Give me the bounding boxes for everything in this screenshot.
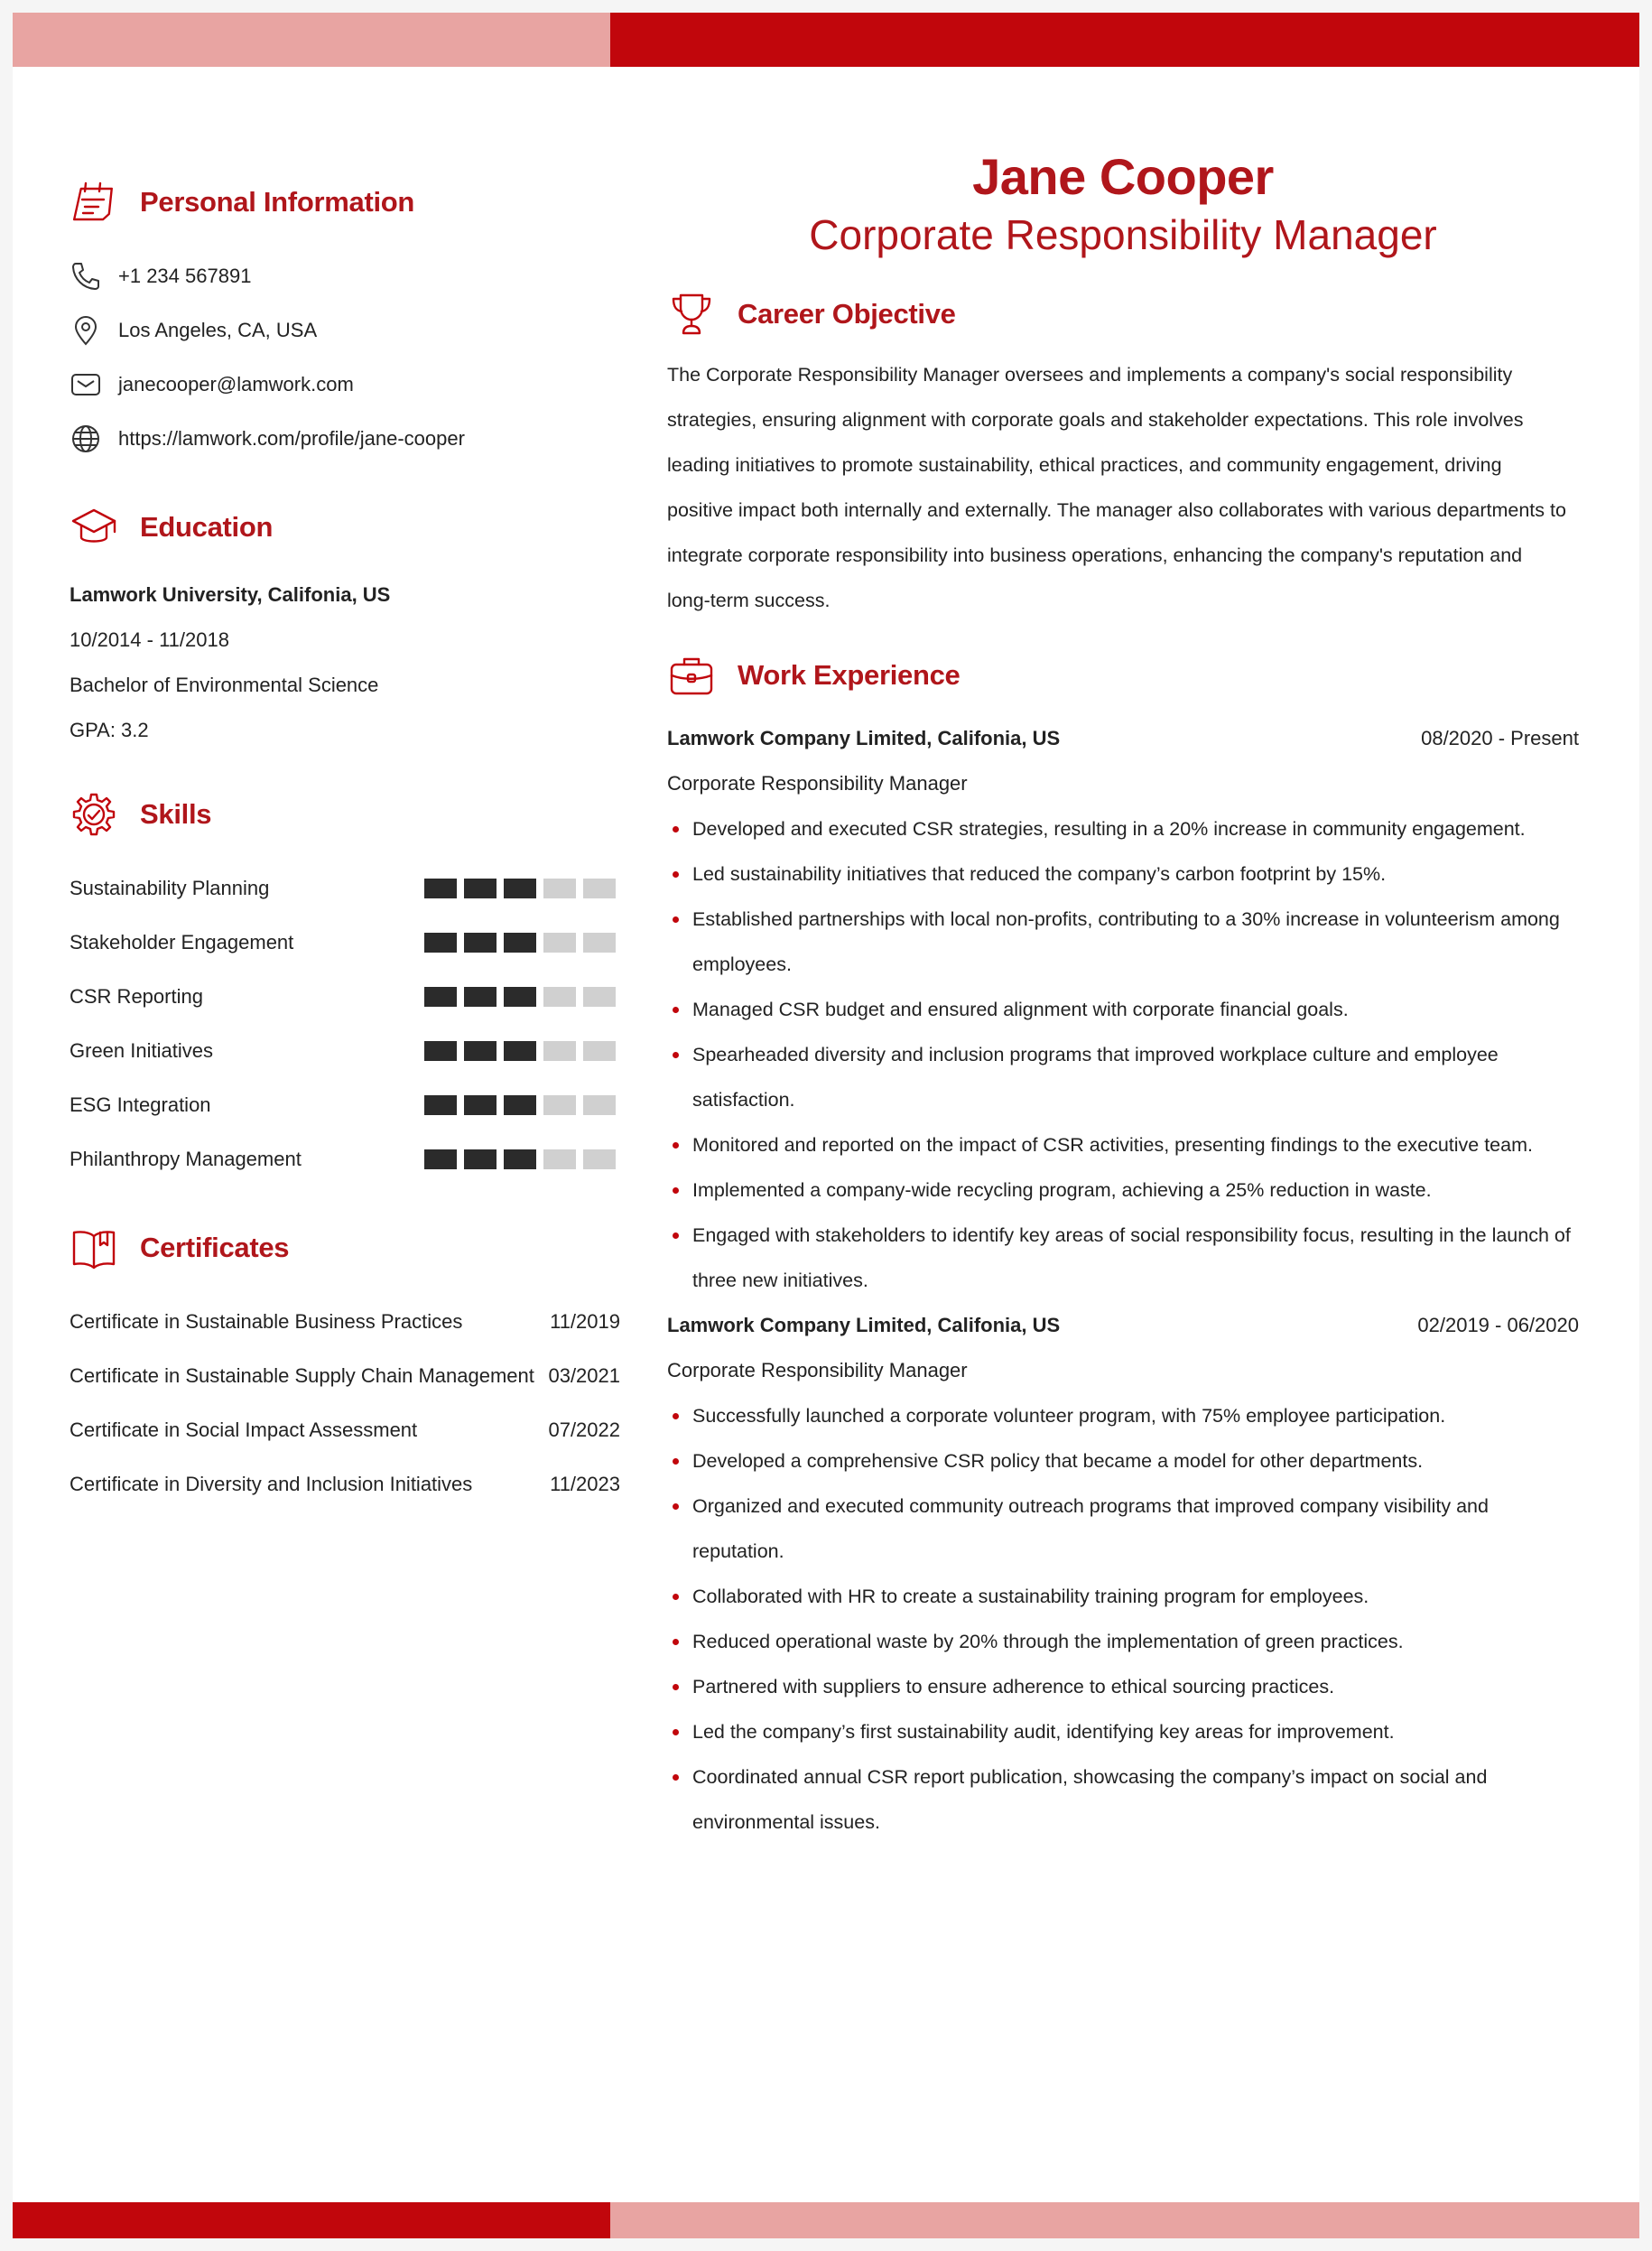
- job-bullet: Established partnerships with local non-profits, contributing to a 30% increase in volunteerism among employees.: [667, 897, 1579, 987]
- trophy-icon: [667, 290, 716, 339]
- skill-level-empty: [543, 1041, 576, 1061]
- job-bullet: Developed and executed CSR strategies, resulting in a 20% increase in community engagement.: [667, 806, 1579, 851]
- email-text: janecooper@lamwork.com: [118, 373, 354, 395]
- skill-level-empty: [583, 1041, 616, 1061]
- job-role: Corporate Responsibility Manager: [667, 772, 968, 795]
- certificate-row: [70, 1403, 620, 1457]
- jobs-list: [667, 716, 1579, 1845]
- skill-name: CSR Reporting: [70, 985, 203, 1008]
- skill-level-meter: [424, 1041, 616, 1061]
- skill-level-filled: [424, 933, 457, 953]
- skill-level-filled: [424, 879, 457, 898]
- job-bullets: [667, 1393, 1579, 1845]
- bottom-bar-dark: [13, 2202, 610, 2238]
- skill-level-empty: [543, 879, 576, 898]
- skill-level-empty: [543, 987, 576, 1007]
- website-row: [70, 412, 620, 466]
- skill-level-filled: [424, 1149, 457, 1169]
- candidate-name: Jane Cooper: [972, 148, 1274, 205]
- top-bar-light: [13, 13, 610, 67]
- section-title: Work Experience: [738, 659, 961, 691]
- skill-level-empty: [583, 1149, 616, 1169]
- skill-level-filled: [464, 1041, 497, 1061]
- job-bullet: Partnered with suppliers to ensure adherence to ethical sourcing practices.: [667, 1664, 1579, 1709]
- email-row: [70, 358, 620, 412]
- job-role: Corporate Responsibility Manager: [667, 1359, 968, 1381]
- certificate-date: 11/2023: [550, 1473, 620, 1495]
- job-entry: [667, 716, 1579, 1303]
- skill-name: Sustainability Planning: [70, 877, 270, 899]
- phone-text: +1 234 567891: [118, 265, 252, 287]
- location-pin-icon: [70, 314, 102, 347]
- globe-icon: [70, 423, 102, 455]
- skill-name: Stakeholder Engagement: [70, 931, 294, 953]
- job-dates: 02/2019 - 06/2020: [1417, 1314, 1579, 1336]
- objective-heading: [667, 287, 1579, 341]
- graduation-cap-icon: [70, 503, 118, 552]
- job-company: Lamwork Company Limited, Califonia, US: [667, 727, 1061, 749]
- job-bullet: Led the company’s first sustainability audit, identifying key areas for improvement.: [667, 1709, 1579, 1754]
- skill-level-empty: [543, 1149, 576, 1169]
- certificate-name: Certificate in Sustainable Supply Chain Management: [70, 1364, 534, 1387]
- phone-row: [70, 249, 620, 303]
- education-degree: Bachelor of Environmental Science: [70, 674, 379, 696]
- skill-name: Philanthropy Management: [70, 1148, 302, 1170]
- skill-level-filled: [504, 987, 536, 1007]
- section-title: Personal Information: [140, 186, 415, 218]
- job-bullet: Collaborated with HR to create a sustainability training program for employees.: [667, 1574, 1579, 1619]
- certificate-name: Certificate in Social Impact Assessment: [70, 1419, 418, 1441]
- objective-text: The Corporate Responsibility Manager oversees and implements a company's social responsibility strategies, ensuring alignment with corporate goals and stakeholder expectations. This role involves leading initiatives to promote sustainability, ethical practices, and community engagement, driving positive impact both internally and externally. The manager also collaborates with various departments to integrate corporate responsibility into business operations, enhancing the company's reputation and long-term success.: [667, 364, 1566, 611]
- skill-level-filled: [464, 933, 497, 953]
- skill-level-filled: [504, 933, 536, 953]
- job-bullet: Implemented a company-wide recycling program, achieving a 25% reduction in waste.: [667, 1167, 1579, 1213]
- skill-name: Green Initiatives: [70, 1039, 213, 1062]
- website-text: https://lamwork.com/profile/jane-cooper: [118, 427, 465, 450]
- job-bullet: Developed a comprehensive CSR policy that became a model for other departments.: [667, 1438, 1579, 1484]
- job-bullet: Spearheaded diversity and inclusion programs that improved workplace culture and employee satisfaction.: [667, 1032, 1579, 1122]
- job-header: [667, 1303, 1579, 1348]
- certificate-row: [70, 1295, 620, 1349]
- job-bullet: Reduced operational waste by 20% through the implementation of green practices.: [667, 1619, 1579, 1664]
- certificate-name: Certificate in Diversity and Inclusion Initiatives: [70, 1473, 473, 1495]
- job-bullet: Engaged with stakeholders to identify key areas of social responsibility focus, resulting in the launch of three new initiatives.: [667, 1213, 1579, 1303]
- education-heading: [70, 500, 620, 554]
- skill-level-filled: [424, 987, 457, 1007]
- job-bullets: [667, 806, 1579, 1303]
- education-gpa: GPA: 3.2: [70, 719, 149, 741]
- resume-page: [13, 13, 1639, 2238]
- certificate-name: Certificate in Sustainable Business Practices: [70, 1310, 463, 1333]
- skill-level-meter: [424, 879, 616, 898]
- section-title: Education: [140, 511, 274, 543]
- certificate-row: [70, 1457, 620, 1512]
- job-bullet: Monitored and reported on the impact of CSR activities, presenting findings to the executive team.: [667, 1122, 1579, 1167]
- skill-level-filled: [424, 1095, 457, 1115]
- skill-level-meter: [424, 987, 616, 1007]
- briefcase-icon: [667, 651, 716, 700]
- personal-info-heading: [70, 175, 620, 229]
- skill-level-meter: [424, 1095, 616, 1115]
- experience-heading: [667, 648, 1579, 702]
- bottom-bar-light: [610, 2202, 1639, 2238]
- skill-row: [70, 1024, 616, 1078]
- phone-icon: [70, 260, 102, 293]
- job-company: Lamwork Company Limited, Califonia, US: [667, 1314, 1061, 1336]
- skill-level-empty: [583, 879, 616, 898]
- job-bullet: Successfully launched a corporate volunteer program, with 75% employee participation.: [667, 1393, 1579, 1438]
- certificate-date: 11/2019: [550, 1310, 620, 1333]
- skill-level-filled: [464, 1095, 497, 1115]
- gear-icon: [70, 790, 118, 839]
- location-row: [70, 303, 620, 358]
- section-title: Certificates: [140, 1232, 290, 1263]
- mail-icon: [70, 368, 102, 401]
- skill-row: [70, 1078, 616, 1132]
- right-column: [667, 148, 1579, 1845]
- certificates-heading: [70, 1221, 620, 1275]
- education-dates: 10/2014 - 11/2018: [70, 628, 229, 651]
- job-bullet: Led sustainability initiatives that reduced the company’s carbon footprint by 15%.: [667, 851, 1579, 897]
- job-bullet: Coordinated annual CSR report publication, showcasing the company’s impact on social and environmental issues.: [667, 1754, 1579, 1845]
- skill-level-filled: [504, 879, 536, 898]
- skill-level-filled: [424, 1041, 457, 1061]
- job-dates: 08/2020 - Present: [1421, 727, 1579, 749]
- skill-level-empty: [583, 1095, 616, 1115]
- skill-level-filled: [504, 1041, 536, 1061]
- job-bullet: Managed CSR budget and ensured alignment with corporate financial goals.: [667, 987, 1579, 1032]
- section-title: Skills: [140, 798, 212, 830]
- skill-level-filled: [464, 879, 497, 898]
- skills-list: [70, 861, 620, 1186]
- skill-row: [70, 970, 616, 1024]
- certificate-row: [70, 1349, 620, 1403]
- job-entry: [667, 1303, 1579, 1845]
- job-header: [667, 716, 1579, 761]
- skill-level-empty: [583, 933, 616, 953]
- skill-level-empty: [583, 987, 616, 1007]
- skill-level-empty: [543, 933, 576, 953]
- skill-level-meter: [424, 933, 616, 953]
- skill-level-filled: [504, 1095, 536, 1115]
- certificate-date: 03/2021: [548, 1364, 620, 1387]
- section-title: Career Objective: [738, 298, 956, 330]
- skill-row: [70, 861, 616, 916]
- skill-level-meter: [424, 1149, 616, 1169]
- skill-level-filled: [464, 1149, 497, 1169]
- location-text: Los Angeles, CA, USA: [118, 319, 318, 341]
- skill-level-filled: [464, 987, 497, 1007]
- certificates-list: [70, 1295, 620, 1512]
- calendar-note-icon: [70, 178, 118, 227]
- left-column: [70, 175, 620, 1512]
- skill-level-filled: [504, 1149, 536, 1169]
- skill-name: ESG Integration: [70, 1093, 211, 1116]
- skill-row: [70, 916, 616, 970]
- book-icon: [70, 1223, 118, 1272]
- skills-heading: [70, 787, 620, 842]
- education-school: Lamwork University, Califonia, US: [70, 583, 391, 606]
- skill-level-empty: [543, 1095, 576, 1115]
- job-bullet: Organized and executed community outreach programs that improved company visibility and reputation.: [667, 1484, 1579, 1574]
- candidate-title: Corporate Responsibility Manager: [809, 211, 1437, 258]
- top-bar-dark: [610, 13, 1639, 67]
- certificate-date: 07/2022: [548, 1419, 620, 1441]
- skill-row: [70, 1132, 616, 1186]
